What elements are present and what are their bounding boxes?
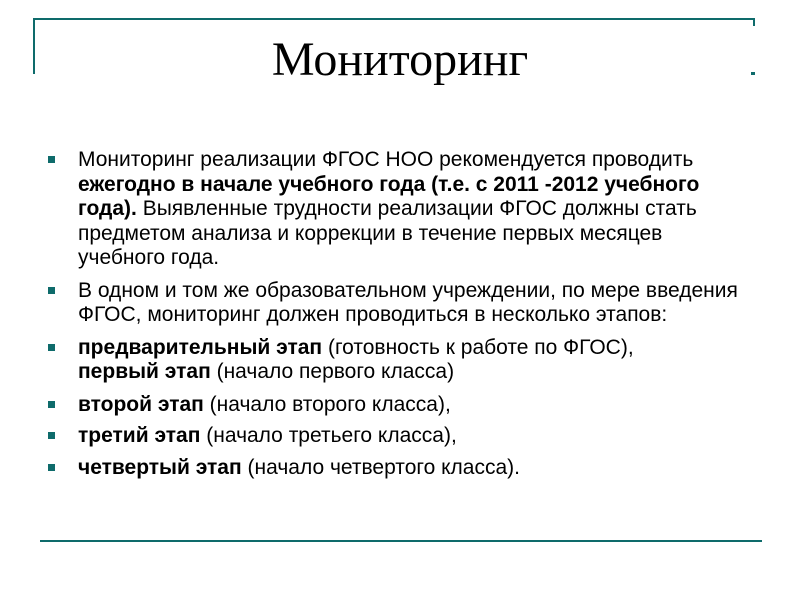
bullet-marker	[48, 156, 55, 163]
stage-fourth-desc: (начало четвертого класса).	[241, 455, 520, 479]
bullet-list	[48, 148, 748, 487]
bullet-marker	[48, 464, 55, 471]
slide-title: Мониторинг	[271, 33, 529, 86]
stage-first-label: первый этап	[78, 360, 211, 383]
bullet-item-5	[48, 424, 748, 449]
stage-third-label: третий этап	[78, 424, 201, 447]
bullet-item-1	[48, 148, 748, 271]
bullet-marker	[48, 401, 55, 408]
stage-preliminary-label: предварительный этап	[78, 335, 323, 359]
stage-second-desc: (начало второго класса),	[203, 392, 451, 416]
bullet-item-4	[48, 393, 748, 418]
stage-second-label: второй этап	[78, 392, 204, 416]
stage-fourth-label: четвертый этап	[78, 455, 242, 479]
bullet-item-6	[48, 456, 748, 481]
stage-third-desc: (начало третьего класса),	[200, 424, 457, 447]
bullet-marker	[48, 432, 55, 439]
bullet-item-3	[48, 336, 748, 385]
bullet-marker	[48, 287, 55, 294]
frame-bottom-line	[40, 540, 762, 542]
stage-first-desc: (начало первого класса)	[210, 360, 455, 383]
stage-preliminary-desc: (готовность к работе по ФГОС),	[322, 335, 634, 359]
bullet-1-text: Мониторинг реализации ФГОС НОО рекомендуется проводить	[78, 148, 694, 171]
bullet-1-bold: ежегодно в начале учебного года (т.е. с 2011 -2012 учебного года).	[78, 172, 700, 220]
bullet-marker	[48, 344, 55, 351]
frame-top-line	[33, 18, 755, 20]
bullet-item-2	[48, 279, 748, 328]
bullet-1-text-end: Выявленные трудности реализации ФГОС должны стать предметом анализа и коррекции в течение первых месяцев учебного года.	[78, 197, 697, 269]
frame-right-line	[753, 18, 755, 26]
bullet-2-text: В одном и том же образовательном учреждении, по мере введения ФГОС, мониторинг должен проводиться в несколько этапов:	[78, 278, 738, 326]
